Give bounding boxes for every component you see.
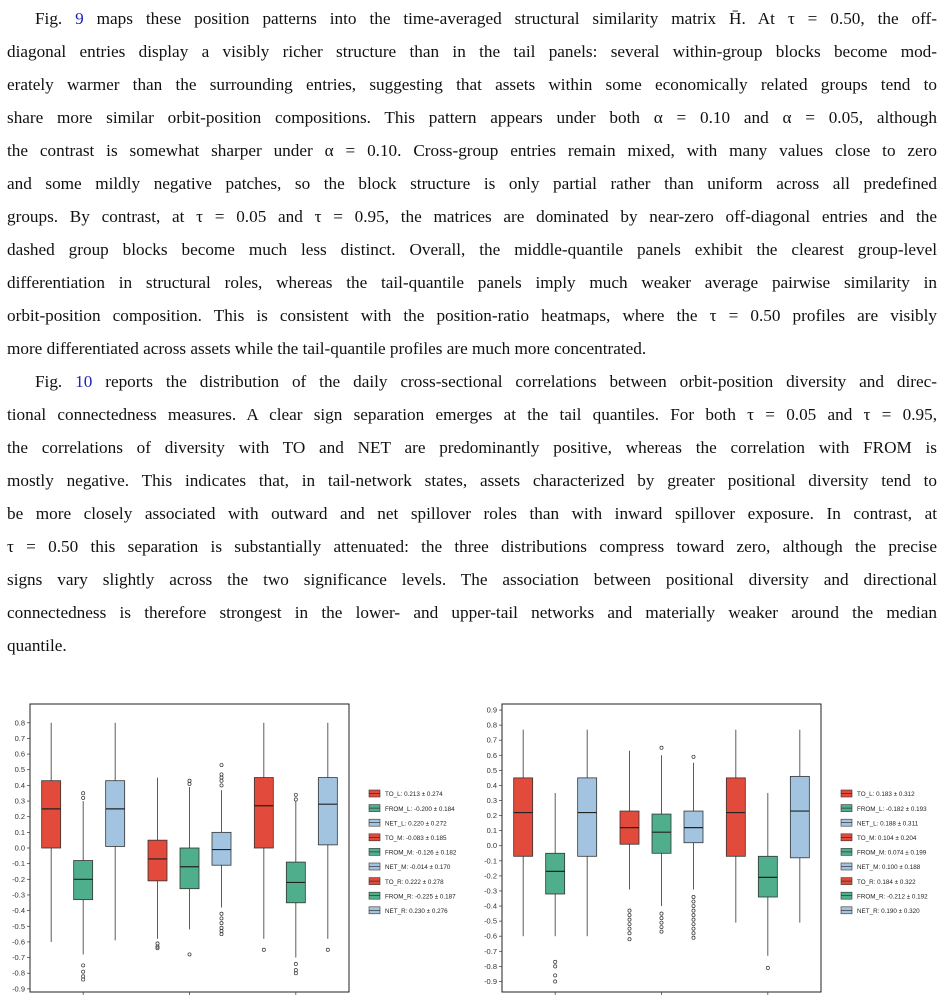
y-tick-label: 0.5: [14, 765, 25, 775]
legend-label: FROM_L: -0.200 ± 0.184: [385, 805, 455, 813]
legend-label: NET_R: 0.230 ± 0.276: [385, 908, 448, 915]
text-line: [7, 563, 937, 596]
y-tick-label: -0.2: [484, 871, 497, 881]
box-body: [790, 776, 809, 857]
text-segment: connectedness is therefore strongest in the lower- and upper-tail networks and materially weaker around the median: [7, 603, 937, 622]
y-tick-label: 0.2: [14, 812, 25, 822]
y-tick-label: -0.7: [484, 946, 497, 956]
legend-label: TO_M: 0.104 ± 0.204: [857, 835, 917, 842]
y-tick-label: -0.1: [484, 856, 497, 866]
y-tick-label: -0.5: [12, 921, 25, 931]
y-tick-label: 0.7: [14, 733, 25, 743]
y-tick-label: 0.3: [486, 796, 497, 806]
text-line: [7, 2, 937, 35]
y-tick-label: -0.1: [12, 859, 25, 869]
y-tick-label: 0.1: [14, 827, 25, 837]
y-tick-label: -0.7: [12, 953, 25, 963]
box-body: [74, 861, 93, 900]
text-segment: τ = 0.50 this separation is substantially attenuated: the three distributions compress toward zero, although the precise: [7, 537, 937, 556]
figure-reference-link[interactable]: 9: [75, 9, 84, 28]
text-segment: quantile.: [7, 636, 67, 655]
box-body: [42, 781, 61, 848]
paragraph-1: [7, 2, 937, 365]
figure-reference-link[interactable]: 10: [75, 372, 93, 391]
text-segment: maps these position patterns into the time-averaged structural similarity matrix H̄. At τ = 0.50, the off-: [83, 9, 937, 28]
legend-label: TO_R: 0.222 ± 0.278: [385, 878, 444, 886]
text-segment: reports the distribution of the daily cross-sectional correlations between orbit-position diversity and direc-: [92, 372, 937, 391]
figure-right-boxplot: [472, 700, 942, 997]
box-body: [212, 832, 231, 865]
text-segment: mostly negative. This indicates that, in tail-network states, assets characterized by greater positional diversity tend to: [7, 471, 937, 490]
text-line: [7, 365, 937, 398]
text-line: [7, 332, 937, 365]
text-segment: differentiation in structural roles, whereas the tail-quantile panels imply much weaker average pairwise similarity in: [7, 273, 937, 292]
text-segment: dashed group blocks become much less distinct. Overall, the middle-quantile panels exhibit the clearest group-level: [7, 240, 937, 259]
y-tick-label: -0.2: [12, 874, 25, 884]
boxplot-chart-left: [0, 700, 470, 997]
text-line: [7, 266, 937, 299]
box-body: [726, 778, 745, 856]
text-segment: share more similar orbit-position compositions. This pattern appears under both α = 0.10 and α = 0.05, although: [7, 108, 937, 127]
text-segment: signs vary slightly across the two significance levels. The association between positional diversity and directional: [7, 570, 937, 589]
y-tick-label: 0.8: [486, 720, 497, 730]
text-segment: tional connectedness measures. A clear sign separation emerges at the tail quantiles. For both τ = 0.05 and τ = 0.95,: [7, 405, 937, 424]
text-line: [7, 464, 937, 497]
boxplot-chart-right: [472, 700, 942, 997]
text-line: [7, 35, 937, 68]
text-line: [7, 596, 937, 629]
legend-label: NET_R: 0.190 ± 0.320: [857, 908, 920, 915]
y-tick-label: -0.4: [12, 906, 25, 916]
text-line: [7, 398, 937, 431]
paragraph-2: [7, 365, 937, 662]
box-body: [758, 856, 777, 897]
y-tick-label: -0.8: [484, 961, 497, 971]
box-body: [318, 778, 337, 845]
legend-label: FROM_R: -0.225 ± 0.187: [385, 893, 456, 901]
y-tick-label: 0.7: [486, 735, 497, 745]
y-tick-label: 0.5: [486, 765, 497, 775]
legend-label: FROM_L: -0.182 ± 0.193: [857, 805, 927, 813]
text-segment: the contrast is somewhat sharper under α = 0.10. Cross-group entries remain mixed, with many values close to zero: [7, 141, 937, 160]
legend-label: NET_M: 0.100 ± 0.188: [857, 864, 921, 872]
text-segment: Fig.: [35, 9, 76, 28]
text-line: [7, 431, 937, 464]
y-tick-label: 0.6: [14, 749, 25, 759]
y-tick-label: 0.0: [486, 841, 497, 851]
text-line: [7, 299, 937, 332]
y-tick-label: -0.9: [484, 976, 497, 986]
text-line: [7, 200, 937, 233]
legend-label: FROM_M: -0.126 ± 0.182: [385, 849, 457, 857]
y-tick-label: -0.9: [12, 984, 25, 994]
text-segment: orbit-position composition. This is consistent with the position-ratio heatmaps, where the τ = 0.50 profiles are visibly: [7, 306, 937, 325]
y-tick-label: 0.1: [486, 826, 497, 836]
text-segment: and some mildly negative patches, so the block structure is only partial rather than uniform across all predefined: [7, 174, 937, 193]
box-body: [254, 778, 273, 848]
legend-label: FROM_M: 0.074 ± 0.199: [857, 849, 927, 857]
legend-label: FROM_R: -0.212 ± 0.192: [857, 893, 928, 901]
box-body: [652, 814, 671, 853]
text-line: [7, 167, 937, 200]
legend-label: TO_R: 0.184 ± 0.322: [857, 878, 916, 886]
y-tick-label: -0.5: [484, 916, 497, 926]
y-tick-label: -0.3: [12, 890, 25, 900]
box-body: [514, 778, 533, 856]
text-segment: groups. By contrast, at τ = 0.05 and τ = 0.95, the matrices are dominated by near-zero off-diagonal entries and the: [7, 207, 937, 226]
y-tick-label: -0.6: [484, 931, 497, 941]
text-line: [7, 233, 937, 266]
text-line: [7, 629, 937, 662]
y-tick-label: 0.4: [486, 780, 497, 790]
text-line: [7, 497, 937, 530]
legend-label: NET_L: 0.188 ± 0.311: [857, 820, 919, 828]
box-body: [578, 778, 597, 856]
text-segment: be more closely associated with outward and net spillover roles than with inward spillover exposure. In contrast, at: [7, 504, 937, 523]
y-tick-label: 0.9: [486, 705, 497, 715]
y-tick-label: 0.8: [14, 718, 25, 728]
y-tick-label: -0.4: [484, 901, 497, 911]
y-tick-label: 0.2: [486, 811, 497, 821]
text-line: [7, 530, 937, 563]
text-line: [7, 134, 937, 167]
text-segment: more differentiated across assets while the tail-quantile profiles are much more concentrated.: [7, 339, 647, 358]
box-body: [148, 840, 167, 881]
y-tick-label: 0.3: [14, 796, 25, 806]
y-tick-label: 0.0: [14, 843, 25, 853]
box-body: [180, 848, 199, 889]
y-tick-label: 0.6: [486, 750, 497, 760]
legend-label: TO_L: 0.213 ± 0.274: [385, 791, 443, 799]
box-body: [546, 853, 565, 894]
y-tick-label: -0.8: [12, 968, 25, 978]
text-segment: erately warmer than the surrounding entries, suggesting that assets within some economically related groups tend to: [7, 75, 937, 94]
y-tick-label: -0.6: [12, 937, 25, 947]
figure-left-boxplot: [0, 700, 470, 997]
text-segment: diagonal entries display a visibly richer structure than in the tail panels: several within-group blocks become mod-: [7, 42, 937, 61]
text-segment: the correlations of diversity with TO and NET are predominantly positive, whereas the correlation with FROM is: [7, 438, 937, 457]
text-line: [7, 68, 937, 101]
box-body: [684, 811, 703, 843]
y-tick-label: -0.3: [484, 886, 497, 896]
box-body: [106, 781, 125, 847]
legend-label: TO_L: 0.183 ± 0.312: [857, 791, 915, 799]
legend-label: NET_L: 0.220 ± 0.272: [385, 820, 447, 828]
legend-label: TO_M: -0.083 ± 0.185: [385, 835, 447, 842]
legend-label: NET_M: -0.014 ± 0.170: [385, 864, 451, 872]
text-line: [7, 101, 937, 134]
text-segment: Fig.: [35, 372, 76, 391]
y-tick-label: 0.4: [14, 780, 25, 790]
